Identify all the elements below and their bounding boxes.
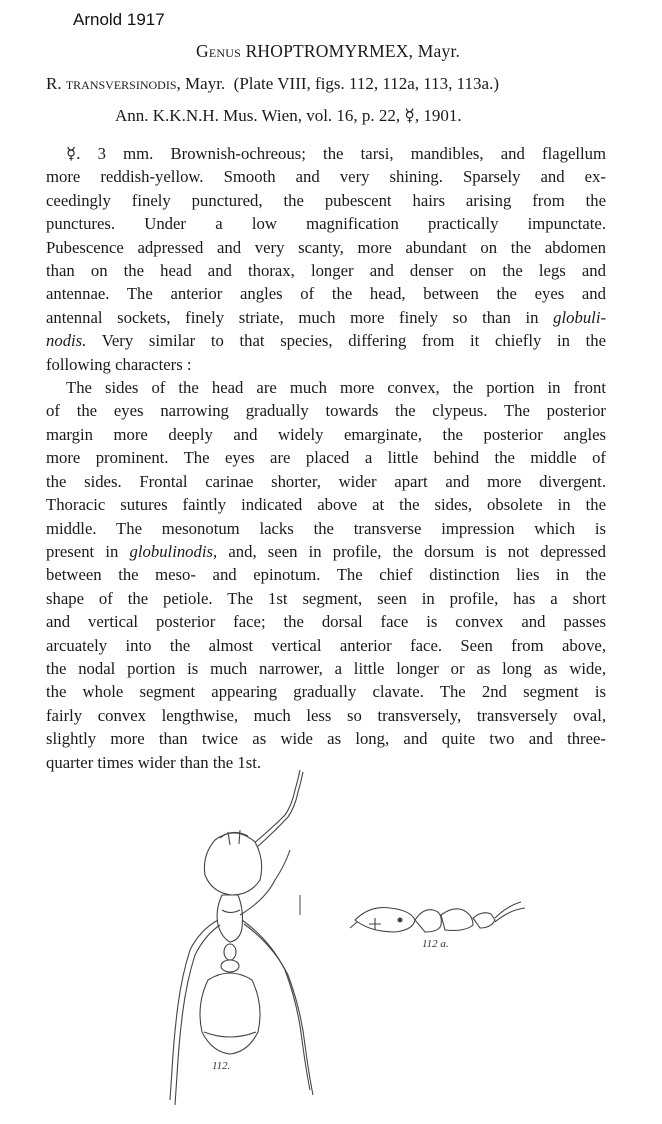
text-line: following characters : xyxy=(46,354,192,374)
source-label: Arnold 1917 xyxy=(73,10,165,29)
text-line: quarter times wider than the 1st. xyxy=(46,752,262,772)
text-line: than on the head and thorax, longer and denser on the legs and xyxy=(46,261,606,281)
text-line: the whole segment appearing gradually clavate. The 2nd segment is xyxy=(46,682,606,702)
ant-dorsal-drawing xyxy=(160,770,340,1110)
genus-author: Mayr. xyxy=(417,41,461,61)
text-segment: and, seen in profile, the dorsum is not depressed xyxy=(228,541,607,561)
italic-taxon: nodis. xyxy=(46,331,87,351)
text-line: fairly convex lengthwise, much less so transversely, transversely oval, xyxy=(46,705,606,725)
text-line-mixed xyxy=(46,329,606,352)
text-line: Pubescence adpressed and very scanty, more abundant on the abdomen xyxy=(46,237,606,257)
genus-prefix: Genus xyxy=(196,41,241,61)
figure-label-112a: 112 a. xyxy=(422,938,449,950)
species-plate: (Plate VIII, figs. 112, 112a, 113, 113a.) xyxy=(233,74,500,93)
text-line: Thoracic sutures faintly indicated above at the sides, obsolete in the xyxy=(46,495,606,515)
species-author: Mayr. xyxy=(185,74,226,93)
figure-plate xyxy=(150,770,550,1110)
text-segment: present in xyxy=(46,541,119,561)
text-line: arcuately into the almost vertical anterior face. Seen from above, xyxy=(46,635,606,655)
text-segment: antennal sockets, finely striate, much more finely so than in xyxy=(46,307,539,327)
genus-heading xyxy=(196,41,460,62)
italic-taxon: globuli- xyxy=(553,307,607,327)
text-line: more reddish-yellow. Smooth and very shining. Sparsely and ex- xyxy=(46,167,606,187)
text-line: between the meso- and epinotum. The chief distinction lies in the xyxy=(46,565,606,585)
species-heading xyxy=(46,74,499,94)
description-text xyxy=(46,142,606,774)
text-line: the sides. Frontal carinae shorter, wider apart and more divergent. xyxy=(46,471,606,491)
text-line: The sides of the head are much more convex, the portion in front xyxy=(66,378,606,398)
text-line: and vertical posterior face; the dorsal face is convex and passes xyxy=(46,612,606,632)
text-segment: Very similar to that species, differing from it chiefly in the xyxy=(101,331,606,351)
species-name: transversinodis, xyxy=(65,74,181,93)
species-abbr: R. xyxy=(46,74,62,93)
text-line: middle. The mesonotum lacks the transverse impression which is xyxy=(46,518,606,538)
text-line: the nodal portion is much narrower, a little longer or as long as wide, xyxy=(46,658,606,678)
text-line: antennae. The anterior angles of the head, between the eyes and xyxy=(46,284,606,304)
text-line: ☿. 3 mm. Brownish-ochreous; the tarsi, mandibles, and flagellum xyxy=(66,144,606,163)
text-line-mixed xyxy=(46,540,606,563)
text-line: punctures. Under a low magnification practically impunctate. xyxy=(46,214,606,234)
text-line: margin more deeply and widely emarginate, the posterior angles xyxy=(46,424,606,444)
text-line: more prominent. The eyes are placed a little behind the middle of xyxy=(46,448,606,468)
genus-name: RHOPTROMYRMEX, xyxy=(245,41,414,61)
text-line: shape of the petiole. The 1st segment, seen in profile, has a short xyxy=(46,588,606,608)
citation-reference: Ann. K.K.N.H. Mus. Wien, vol. 16, p. 22, ☿, 1901. xyxy=(115,106,462,125)
text-line: slightly more than twice as wide as long, and quite two and three- xyxy=(46,729,606,749)
italic-taxon: globulinodis, xyxy=(129,541,218,561)
figure-label-112: 112. xyxy=(212,1060,231,1072)
text-line: of the eyes narrowing gradually towards the clypeus. The posterior xyxy=(46,401,606,421)
text-line-mixed xyxy=(46,306,606,329)
text-line: ceedingly finely punctured, the pubescent hairs arising from the xyxy=(46,190,606,210)
